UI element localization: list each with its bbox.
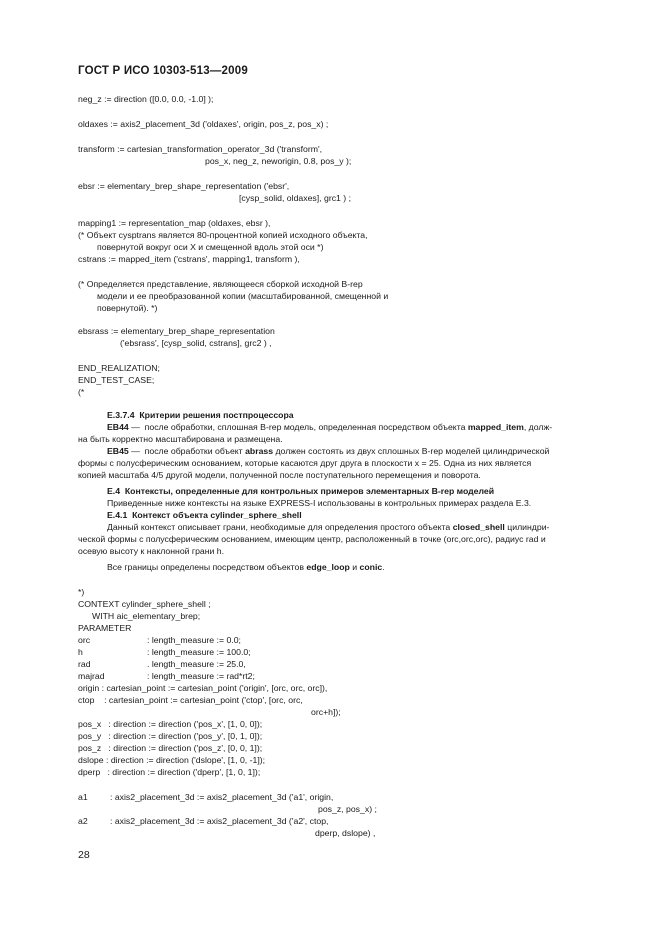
code-comment-line: (* Определяется представление, являющееся сборкой исходной B-rep <box>78 279 363 289</box>
code-line: dperp : direction := direction ('dperp', [1, 0, 1]); <box>78 767 261 777</box>
paragraph-line: EB44 — после обработки, сплошная B-rep модель, определенная посредством объекта mapped_item, долж- <box>107 422 553 432</box>
code-line: ebsr := elementary_brep_shape_representation ('ebsr', <box>78 181 290 191</box>
paragraph-line: Данный контекст описывает грани, необходимые для определения простого объекта closed_shell цилиндри- <box>107 522 550 532</box>
code-line: pos_z, pos_x) ; <box>318 804 377 814</box>
code-line: pos_z : direction := direction ('pos_z', [0, 0, 1]); <box>78 743 263 753</box>
code-line: oldaxes := axis2_placement_3d ('oldaxes', origin, pos_z, pos_x) ; <box>78 119 329 129</box>
paragraph-line: ческой формы с полусферическим основанием, имеющим центр, расположенный в точке (orc,orc,orc), радиус rad и <box>78 534 546 544</box>
code-line: pos_x, neg_z, neworigin, 0.8, pos_y ); <box>205 156 352 166</box>
section-heading: E.3.7.4 Критерии решения постпроцессора <box>107 410 294 420</box>
paragraph-line: EB45 — после обработки объект abrass должен состоять из двух сплошных B-rep моделей цилиндрической <box>107 446 550 456</box>
section-heading: E.4.1 Контекст объекта cylinder_sphere_shell <box>107 510 302 520</box>
code-param-type: . length_measure := 25.0, <box>147 659 246 669</box>
code-line: mapping1 := representation_map (oldaxes, ebsr ), <box>78 218 271 228</box>
paragraph-line: Приведенные ниже контексты на языке EXPRESS-I использованы в контрольных примерах раздела E.3. <box>107 498 532 508</box>
page-header: ГОСТ Р ИСО 10303-513—2009 <box>78 65 248 77</box>
code-line: : axis2_placement_3d := axis2_placement_3d ('a2', ctop, <box>110 816 329 826</box>
code-param-name: majrad <box>78 671 105 681</box>
code-line: orc+h]); <box>311 707 341 717</box>
code-line: CONTEXT cylinder_sphere_shell ; <box>78 599 211 609</box>
code-comment-line: повернутой вокруг оси X и смещенной вдоль этой оси *) <box>97 242 324 252</box>
code-line: [cysp_solid, oldaxes], grc1 ) ; <box>239 193 352 203</box>
code-line: neg_z := direction ([0.0, 0.0, -1.0] ); <box>78 94 214 104</box>
code-param-type: : length_measure := rad*rt2; <box>147 671 255 681</box>
code-comment-line: повернутой). *) <box>97 303 158 313</box>
code-line: : axis2_placement_3d := axis2_placement_3d ('a1', origin, <box>110 792 334 802</box>
code-line: pos_x : direction := direction ('pos_x', [1, 0, 0]); <box>78 719 263 729</box>
code-line: WITH aic_elementary_brep; <box>92 611 201 621</box>
code-line: origin : cartesian_point := cartesian_point ('origin', [orc, orc, orc]), <box>78 683 328 693</box>
paragraph-line: копией масштаба 4/5 другой модели, полученной после поступательного перемещения и поворота. <box>78 470 481 480</box>
code-param-name: rad <box>78 659 91 669</box>
code-line: cstrans := mapped_item ('cstrans', mapping1, transform ), <box>78 254 300 264</box>
section-heading: E.4 Контексты, определенные для контрольных примеров элементарных B-rep моделей <box>107 486 495 496</box>
paragraph-line: формы с полусферическим основанием, которые касаются друг друга в плоскости x = 25. Одна из них является <box>78 458 532 468</box>
code-line: PARAMETER <box>78 623 132 633</box>
code-line: ('ebsrass', [cysp_solid, cstrans], grc2 ) , <box>120 338 272 348</box>
code-line: ebsrass := elementary_brep_shape_representation <box>78 326 275 336</box>
code-line: (* <box>78 387 85 397</box>
code-comment-line: (* Объект cysptrans является 80-процентной копией исходного объекта, <box>78 230 368 240</box>
code-line: dperp, dslope) , <box>315 828 376 838</box>
paragraph-line: Все границы определены посредством объектов edge_loop и conic. <box>107 562 385 572</box>
code-param-name: a2 <box>78 816 88 826</box>
code-param-name: a1 <box>78 792 88 802</box>
code-comment-line: модели и ее преобразованной копии (масштабированной, смещенной и <box>97 291 389 301</box>
code-line: dslope : direction := direction ('dslope', [1, 0, -1]); <box>78 755 266 765</box>
code-line: *) <box>78 587 85 597</box>
code-line: END_REALIZATION; <box>78 363 160 373</box>
code-line: END_TEST_CASE; <box>78 375 155 385</box>
code-param-name: h <box>78 647 83 657</box>
code-line: transform := cartesian_transformation_operator_3d ('transform', <box>78 144 323 154</box>
paragraph-line: на быть корректно масштабирована и размещена. <box>78 434 283 444</box>
paragraph-line: осевую высоту к наклонной грани h. <box>78 546 225 556</box>
code-line: pos_y : direction := direction ('pos_y', [0, 1, 0]); <box>78 731 263 741</box>
code-param-name: orc <box>78 635 91 645</box>
code-param-type: : length_measure := 0.0; <box>147 635 241 645</box>
code-param-type: : length_measure := 100.0; <box>147 647 251 657</box>
page-number: 28 <box>78 849 90 861</box>
code-line: ctop : cartesian_point := cartesian_point ('ctop', [orc, orc, <box>78 695 303 705</box>
